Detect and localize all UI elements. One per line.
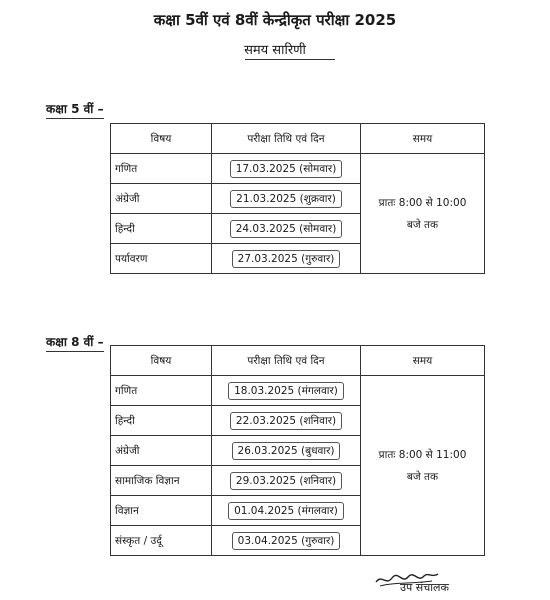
date-value: 26.03.2025 (बुधवार) (232, 442, 341, 460)
page-subtitle: समय सारिणी (244, 43, 306, 58)
time-cell (361, 376, 485, 556)
table-row (111, 154, 485, 184)
column-header-time: समय (361, 124, 485, 154)
date-value: 03.04.2025 (गुरुवार) (232, 532, 341, 550)
date-cell (212, 244, 361, 274)
date-cell (212, 496, 361, 526)
time-suffix: बजे तक (406, 470, 439, 483)
column-header-date: परीक्षा तिथि एवं दिन (212, 124, 361, 154)
class8-section-label: कक्षा 8 वीं – (46, 333, 104, 352)
time-range: प्रातः 8:00 से 10:00 (378, 196, 467, 209)
time-suffix: बजे तक (406, 218, 439, 231)
subject-cell: विज्ञान (111, 496, 212, 526)
column-header-subject: विषय (111, 124, 212, 154)
class5-timetable (110, 123, 485, 274)
date-cell (212, 466, 361, 496)
date-value: 18.03.2025 (मंगलवार) (228, 382, 344, 400)
class5-section-label: कक्षा 5 वीं – (46, 100, 104, 119)
table-header-row (111, 346, 485, 376)
date-value: 17.03.2025 (सोमवार) (230, 160, 343, 178)
date-cell (212, 214, 361, 244)
date-cell (212, 406, 361, 436)
table-header-row (111, 124, 485, 154)
date-value: 24.03.2025 (सोमवार) (230, 220, 343, 238)
column-header-date: परीक्षा तिथि एवं दिन (212, 346, 361, 376)
date-cell (212, 184, 361, 214)
class8-timetable (110, 345, 485, 556)
subject-cell: अंग्रेजी (111, 436, 212, 466)
signatory-title: उप संचालक (400, 581, 449, 594)
date-cell (212, 376, 361, 406)
date-value: 22.03.2025 (शनिवार) (230, 412, 342, 430)
subject-cell: हिन्दी (111, 214, 212, 244)
column-header-time: समय (361, 346, 485, 376)
subject-cell: हिन्दी (111, 406, 212, 436)
date-cell (212, 436, 361, 466)
subtitle-underline (245, 59, 335, 60)
date-cell (212, 526, 361, 556)
table-row (111, 376, 485, 406)
time-range: प्रातः 8:00 से 11:00 (378, 448, 467, 461)
date-value: 29.03.2025 (शनिवार) (230, 472, 342, 490)
subject-cell: अंग्रेजी (111, 184, 212, 214)
subject-cell: संस्कृत / उर्दू (111, 526, 212, 556)
date-value: 27.03.2025 (गुरुवार) (232, 250, 341, 268)
date-cell (212, 154, 361, 184)
page-title: कक्षा 5वीं एवं 8वीं केन्द्रीकृत परीक्षा 2025 (153, 11, 397, 29)
subject-cell: गणित (111, 376, 212, 406)
column-header-subject: विषय (111, 346, 212, 376)
subject-cell: सामाजिक विज्ञान (111, 466, 212, 496)
subject-cell: पर्यावरण (111, 244, 212, 274)
subject-cell: गणित (111, 154, 212, 184)
time-cell (361, 154, 485, 274)
date-value: 21.03.2025 (शुक्रवार) (230, 190, 342, 208)
date-value: 01.04.2025 (मंगलवार) (228, 502, 344, 520)
